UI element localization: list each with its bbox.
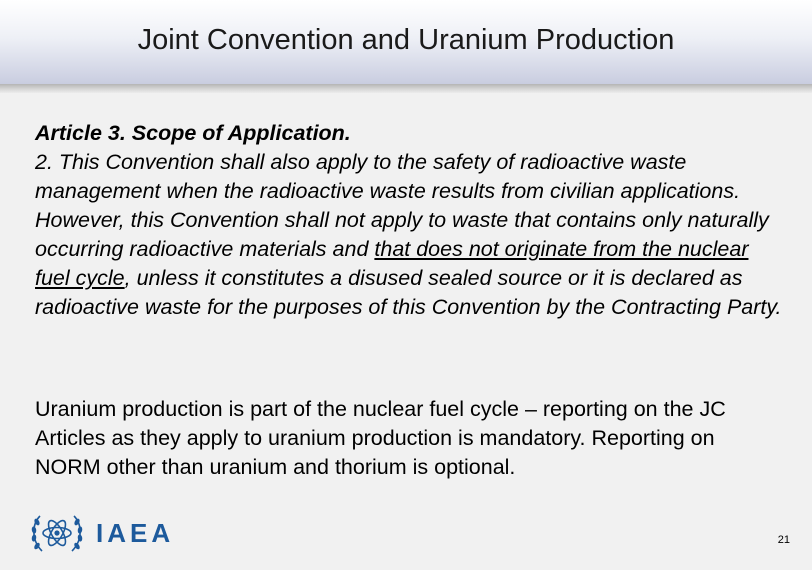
- page-number: 21: [777, 534, 790, 546]
- article-block: [35, 119, 785, 322]
- article-underlined-text: that does not originate from the nuclear fuel cycle: [35, 237, 749, 290]
- article-paragraph: [35, 148, 785, 322]
- note-paragraph: Uranium production is part of the nuclear fuel cycle – reporting on the JC Articles as they apply to uranium production is mandatory. Reporting on NORM other than uranium and thorium is optional.: [35, 397, 726, 479]
- logo-wordmark: IAEA: [96, 518, 175, 548]
- note-block: [35, 395, 785, 482]
- atom-laurel-icon: [28, 508, 86, 558]
- iaea-logo: [28, 508, 188, 558]
- article-heading: Article 3. Scope of Application.: [35, 121, 351, 145]
- article-text-before: 2. This Convention shall also apply to the safety of radioactive waste management when the radioactive waste results from civilian applications. However, this Convention shall not apply to waste that contains only naturally occurring radioactive materials and: [35, 150, 769, 261]
- header-divider: [0, 84, 812, 93]
- slide-title: Joint Convention and Uranium Production: [137, 24, 675, 56]
- slide-header: [0, 0, 812, 84]
- article-text-after: , unless it constitutes a disused sealed source or it is declared as radioactive waste for the purposes of this Convention by the Contracting Party.: [35, 266, 782, 319]
